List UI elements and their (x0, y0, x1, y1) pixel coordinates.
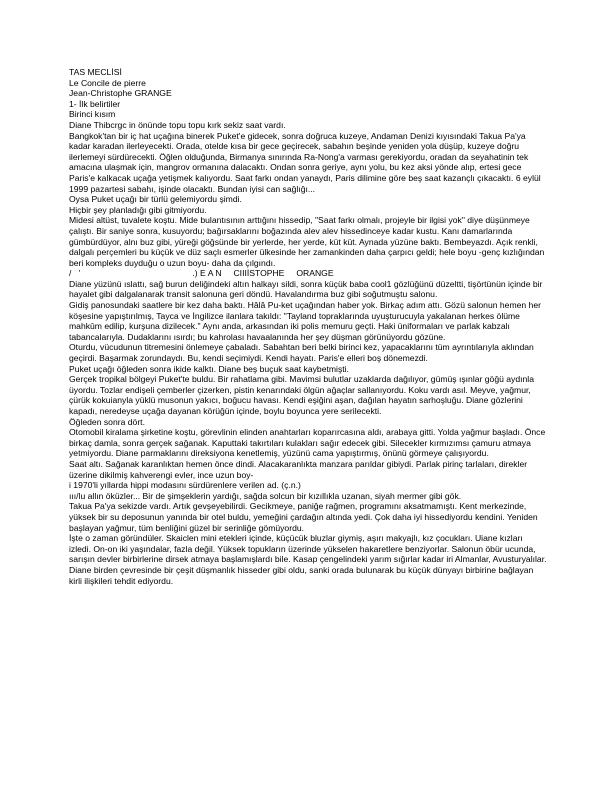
paragraph: Otomobil kiralama şirketine koştu, görevlinin elinden anahtarları koparırcasına aldı, arabaya gitti. Yolda yağmur başladı. Önce birkaç damla, sonra gerçek sağanak. Kaputtaki takırtıları kulakları sağır edecek gibi. Silecekler kırmızımsı çamuru atmaya yetmiyordu. Diane parmaklarını direksiyona kenetlemiş, yüzünü cama yapıştırmış, önünü görmeye çalışıyordu. (69, 427, 546, 459)
original-title: Le Concile de pierre (69, 77, 146, 88)
paragraph: Öğleden sonra dört. (69, 416, 145, 427)
paragraph: Diane Thibcrgc in önünde topu topu kırk sekiz saat vardı. (69, 119, 286, 130)
running-header-artifact: / ' .) E A N CIIIİSTOPHE ORANGE (69, 268, 334, 279)
section-heading: Birinci kısım (69, 109, 116, 120)
paragraph: Oysa Puket uçağı bir türlü gelemiyordu şimdi. (69, 194, 242, 205)
paragraph: Hiçbir şey planladığı gibi gitmiyordu. (69, 204, 207, 215)
paragraph: Diane yüzünü ıslattı, sağ burun deliğindeki altın halkayı sildi, sonra küçük baba cool1 gözlüğünü düzeltti, tişörtünün içinde bir hayalet gibi dalgalanarak transit salonuna geri döndü. Havalandırma buz gibi soğutmuştu salonu. (69, 278, 543, 300)
paragraph: Gidiş panosundaki saatlere bir kez daha baktı. Hâlâ Pu-ket uçağından haber yok. Birkaç adım attı. Gözü salonun hemen her köşesine yapıştırılmış, Tayca ve İngilizce ilanlara takıldı: "Tayland topraklarında uyuşturucuyla yakalanan herkes ölüme mahkûm edilip, kurşuna dizilecek." Aynı anda, arkasından iki polis memuru geçti. Haki üniformaları ve parlak kabzalı tabancalarıyla. Dudaklarını ısırdı; bu kahrolası havaalanında her şey düşman görünüyordu gözüne. (69, 300, 541, 342)
paragraph: Puket uçağı öğleden sonra ikide kalktı. Diane beş buçuk saat kaybetmişti. (69, 363, 349, 374)
paragraph: Takua Pa'ya sekizde vardı. Artık gevşeyebilirdi. Gecikmeye, paniğe rağmen, programını aksatmamıştı. Kent merkezinde, yüksek bir su deposunun yanında bir otel buldu, yemeğini çardağın altında yedi. Çok daha iyi hissediyordu kendini. Yeniden başlayan yağmur, tüm benliğini güzel bir serinliğe gömüyordu. (69, 501, 538, 533)
paragraph: Midesi altüst, tuvalete koştu. Mide bulantısının arttığını hissedip, "Saat farkı olmalı, projeyle bir ilgisi yok" diye düşünmeye çalıştı. Bir saniye sonra, kusuyordu; bağırsaklarını boğazında alev alev hissedinceye kadar kustu. Kanı damarlarında gümbürdüyor, alnı buz gibi, yüreği göğsünde bir yerlerde, her yerde, küt küt. Aynada yüzüne baktı. Bembeyazdı. Açık renkli, dalgalı perçemleri bu küçük ve düz saçlı esmerler ülkesinde her zamankinden daha çarpıcı geldi; hele boyu -genç kızlığından beri kompleks duyduğu o uzun boyu- daha da çılgındı. (69, 215, 545, 268)
paragraph: Gerçek tropikal bölgeyi Puket'te buldu. Bir rahatlama gibi. Mavimsi bulutlar uzaklarda dağılıyor, gümüş ışınlar göğü aydınla üyordu. Tozlar endişeli çemberler çizerken, pistin kenarındaki ölgün ağaçlar sallanıyordu. Koku vardı asıl. Meyve, yağmur, çürük kokuianyla yüklü musonun yakıcı, boğucu havası. Kendi eşiğini aşan, dağılan hayatın sarhoşluğu. Diane gözlerini kapadı, neredeyse uçağa dayanan körüğün içinde, boylu boyunca yere serilecekti. (69, 374, 534, 416)
paragraph: Bangkok'tan bir iç hat uçağına binerek Puket'e gidecek, sonra doğruca kuzeye, Andaman Denizi kıyısındaki Takua Pa'ya kadar karadan ilerleyecekti. Orada, otelde kısa bir gece geçirecek, sabahın beşinde yeniden yola düşüp, kuzeye doğru ilerlemeyi sürdürecekti. Öğlen olduğunda, Birmanya sınırında Ra-Nong'a varması gerekiyordu, oradan da seyahatinin tek amacına ulaşmak için, mangrov ormanına dalacaktı. Ondan sonra geriye, aynı yolu, bu kez aksi yönde alıp, ertesi gece Paris'e kalkacak uçağa yetişmek kalıyordu. Saat farkı ondan yanaydı, Paris dilimine göre beş saat kazançlı çıkacaktı. 6 eylül 1999 pazartesi sabahı, işinde olacaktı. Bundan iyisi can sağlığı... (69, 130, 541, 194)
chapter-heading: 1- İlk belirtiler (69, 98, 121, 109)
paragraph: Saat altı. Sağanak karanlıktan hemen önce dindi. Alacakaranlıkta manzara parıldar gibiydi. Parlak pirinç tarlaları, direkler üzerine dikilmiş kahverengi evler, ince uzun boy- i 1970'li yıllarda hippi modasını sürdürenlere verilen ad. (ç.n.) ııı/lu allın öküzler... Bir de şimşeklerin yardığı, sağda solcun bir kızıllıkla uzanan, siyah mermer gibi gök. (69, 458, 528, 501)
paragraph: Oturdu, vücudunun titremesini önlemeye çabaladı. Sabahtan beri belki birinci kez, yapacaklarını tüm ayrıntılarıyla aklından geçirdi. Başarmak zorundaydı. Bu, kendi seçimiydi. Kendi hayatı. Paris'e elleri boş dönemezdi. (69, 342, 534, 364)
author-name: Jean-Christophe GRANGE (69, 88, 172, 99)
book-title: TAS MECLİSİ (69, 67, 122, 77)
document-page (69, 67, 547, 586)
paragraph: İşte o zaman göründüler. Skaiclen mini etekleri içinde, küçücük bluzlar giymiş, aşırı makyajlı, kız çocukları. Uiane kızları izledi. On-on iki yaşındalar, fazla değil. Yüksek topukların üzerinde yükselen hakaretlere benziyorlar. Salonun öbür ucunda, sarışın devler birbirlerine dirsek atmaya başlamışlardı bile. Kasap çengelindeki yarım sığırlar kadar iri Almanlar, Avusturyalılar. Diane birden çevresinde bir çeşit düşmanlık hisseder gibi oldu, sanki orada bulunarak bu küçük dünyayı birbirine bağlayan kirli ilişkileri tehdit ediyordu. (69, 533, 547, 586)
